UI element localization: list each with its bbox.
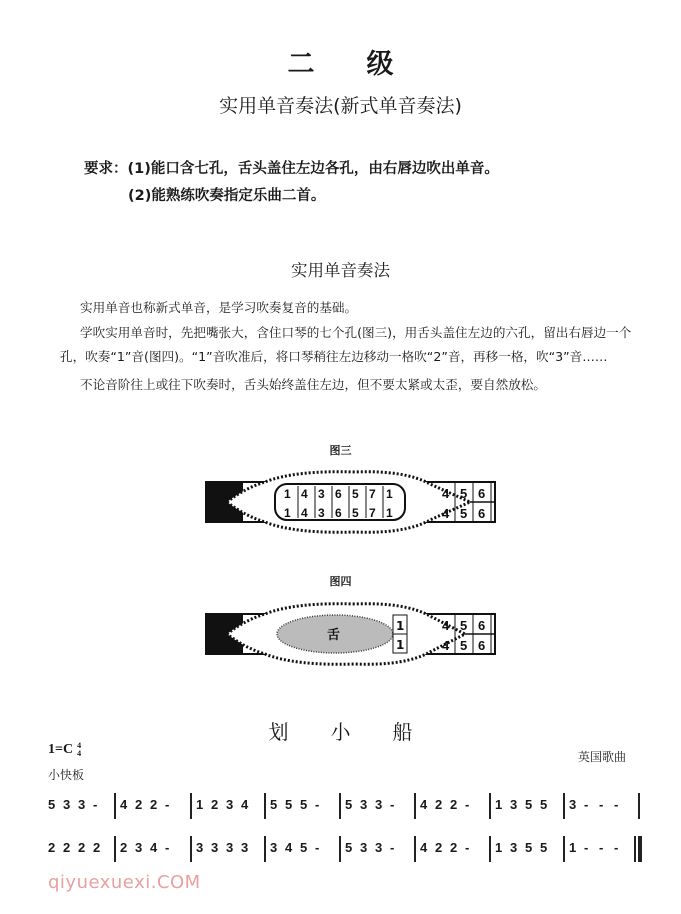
- open-hole-bottom: 1: [396, 638, 405, 652]
- bar-line: [264, 793, 266, 819]
- note: 3: [135, 840, 143, 855]
- note: -: [165, 797, 170, 812]
- requirement-label: 要求：: [84, 161, 128, 177]
- measure: [196, 793, 256, 817]
- note: 1: [196, 797, 204, 812]
- bar-line: [638, 793, 640, 819]
- note: 4: [420, 797, 428, 812]
- bar-line: [489, 793, 491, 819]
- note: 5: [270, 797, 278, 812]
- paragraph: 不论音阶往上或往下吹奏时，舌头始终盖住左边，但不要太紧或太歪，要自然放松。: [80, 376, 546, 392]
- title-char: 二: [287, 49, 315, 80]
- bar-line: [489, 836, 491, 862]
- note: 2: [120, 840, 128, 855]
- song-title-char: 小: [330, 720, 351, 744]
- note: 2: [435, 797, 443, 812]
- note: 4: [285, 840, 293, 855]
- requirement-1: [84, 157, 499, 178]
- note: 3: [226, 840, 234, 855]
- hole-number: 5: [352, 506, 359, 520]
- note: -: [599, 797, 604, 812]
- note: 1: [495, 797, 503, 812]
- bar-line: [563, 793, 565, 819]
- note: 3: [196, 840, 204, 855]
- note: 2: [450, 840, 458, 855]
- note: 3: [226, 797, 234, 812]
- time-signature: [77, 742, 81, 758]
- hole-number: 3: [318, 506, 325, 520]
- score-row-1: [0, 793, 681, 817]
- measure: [120, 836, 180, 860]
- measure: [420, 793, 480, 817]
- hole-number: 6: [478, 638, 486, 653]
- bar-line: [414, 836, 416, 862]
- note: -: [614, 840, 619, 855]
- note: 3: [510, 840, 518, 855]
- note: 2: [435, 840, 443, 855]
- bar-line: [190, 836, 192, 862]
- hole-number: 5: [460, 506, 468, 521]
- note: 2: [135, 797, 143, 812]
- page-subtitle: 实用单音奏法(新式单音奏法): [219, 95, 462, 117]
- title-char: 级: [366, 49, 394, 80]
- note: 5: [345, 797, 353, 812]
- measure: [120, 793, 180, 817]
- hole-number: 5: [352, 487, 359, 501]
- note: 2: [93, 840, 101, 855]
- note: -: [390, 840, 395, 855]
- note: 3: [78, 797, 86, 812]
- note: 3: [360, 797, 368, 812]
- note: 5: [285, 797, 293, 812]
- measure: [495, 793, 555, 817]
- note: 2: [48, 840, 56, 855]
- hole-number: 4: [442, 638, 450, 653]
- note: 4: [120, 797, 128, 812]
- hole-number: 1: [386, 506, 393, 520]
- note: 4: [150, 840, 158, 855]
- note: -: [614, 797, 619, 812]
- bar-line: [414, 793, 416, 819]
- note: 2: [211, 797, 219, 812]
- open-hole-top: 1: [396, 619, 405, 633]
- measure: [270, 836, 330, 860]
- note: 1: [569, 840, 577, 855]
- final-bar-line: [634, 836, 636, 862]
- note: 5: [345, 840, 353, 855]
- note: 3: [375, 797, 383, 812]
- measure: [196, 836, 256, 860]
- paragraph: 实用单音也称新式单音，是学习吹奏复音的基础。: [80, 300, 358, 315]
- measure: [48, 836, 108, 860]
- requirement-2: (2)能熟练吹奏指定乐曲二首。: [128, 188, 326, 204]
- note: -: [93, 797, 98, 812]
- bar-line: [563, 836, 565, 862]
- note: 5: [300, 797, 308, 812]
- score-row-2: [0, 836, 681, 860]
- hole-number: 1: [284, 487, 291, 501]
- figure-3-harmonica-illustration: [205, 470, 500, 534]
- body-text: [60, 296, 645, 397]
- note: 3: [63, 797, 71, 812]
- note: 5: [525, 797, 533, 812]
- measure: [495, 836, 555, 860]
- note: 3: [270, 840, 278, 855]
- bar-line: [339, 793, 341, 819]
- figure-3-label: 图三: [329, 444, 352, 457]
- bar-line: [190, 793, 192, 819]
- note: 5: [48, 797, 56, 812]
- note: -: [584, 840, 589, 855]
- measure: [345, 793, 405, 817]
- note: -: [599, 840, 604, 855]
- song-title-char: 划: [268, 720, 289, 744]
- bar-line: [339, 836, 341, 862]
- note: 3: [510, 797, 518, 812]
- note: 1: [495, 840, 503, 855]
- hole-number: 4: [442, 506, 450, 521]
- note: 4: [241, 797, 249, 812]
- note: 5: [540, 797, 548, 812]
- note: -: [465, 840, 470, 855]
- page-title: [0, 42, 681, 81]
- key-text: 1=C: [48, 742, 74, 758]
- bar-line: [114, 793, 116, 819]
- note: 5: [300, 840, 308, 855]
- figure-4-label: 图四: [329, 575, 352, 588]
- hole-number: 4: [442, 486, 450, 501]
- hole-number: 7: [369, 487, 376, 501]
- note: -: [315, 840, 320, 855]
- section-heading: 实用单音奏法: [291, 261, 390, 280]
- key-signature: [48, 742, 81, 758]
- time-top: 4: [77, 741, 82, 750]
- measure: [569, 793, 629, 817]
- note: 4: [420, 840, 428, 855]
- hole-number: 1: [284, 506, 291, 520]
- time-bottom: 4: [77, 749, 82, 758]
- song-title-char: 船: [392, 720, 413, 744]
- bar-line: [264, 836, 266, 862]
- paragraph: 学吹实用单音时，先把嘴张大，含住口琴的七个孔(图三)，用舌头盖住左边的六孔，留出右唇边一个孔，吹奏“1”音(图四)。“1”音吹准后，将口琴稍往左边移动一格吹“2”音，再移一格，吹“3”音……: [60, 324, 632, 364]
- hole-number: 3: [318, 487, 325, 501]
- hole-number: 4: [301, 506, 308, 520]
- note: 2: [78, 840, 86, 855]
- figure-4-harmonica-illustration: [205, 600, 500, 666]
- song-title: [0, 716, 681, 745]
- bar-line: [114, 836, 116, 862]
- hole-number: 6: [478, 486, 486, 501]
- note: -: [465, 797, 470, 812]
- note: 3: [241, 840, 249, 855]
- note: 2: [63, 840, 71, 855]
- hole-number: 6: [478, 618, 486, 633]
- hole-number: 6: [335, 506, 342, 520]
- note: -: [165, 840, 170, 855]
- hole-number: 4: [442, 618, 450, 633]
- watermark: qiyuexuexi.COM: [48, 872, 201, 893]
- requirement-text: (1)能口含七孔，舌头盖住左边各孔，由右唇边吹出单音。: [127, 161, 499, 177]
- measure: [420, 836, 480, 860]
- measure: [270, 793, 330, 817]
- measure: [345, 836, 405, 860]
- hole-number: 5: [460, 618, 468, 633]
- hole-number: 7: [369, 506, 376, 520]
- hole-number: 6: [478, 506, 486, 521]
- hole-number: 5: [460, 638, 468, 653]
- song-origin: 英国歌曲: [578, 750, 627, 764]
- note: 3: [360, 840, 368, 855]
- hole-number: 6: [335, 487, 342, 501]
- note: 3: [375, 840, 383, 855]
- note: 2: [450, 797, 458, 812]
- note: 5: [525, 840, 533, 855]
- note: -: [584, 797, 589, 812]
- note: 3: [211, 840, 219, 855]
- hole-number: 1: [386, 487, 393, 501]
- measure: [48, 793, 108, 817]
- bar-line: [638, 836, 642, 862]
- hole-number: 5: [460, 486, 468, 501]
- note: 5: [540, 840, 548, 855]
- note: -: [390, 797, 395, 812]
- hole-number: 4: [301, 487, 308, 501]
- tempo-marking: 小快板: [48, 768, 85, 782]
- note: -: [315, 797, 320, 812]
- tongue-label: 舌: [327, 628, 341, 643]
- note: 2: [150, 797, 158, 812]
- measure: [569, 836, 629, 860]
- note: 3: [569, 797, 577, 812]
